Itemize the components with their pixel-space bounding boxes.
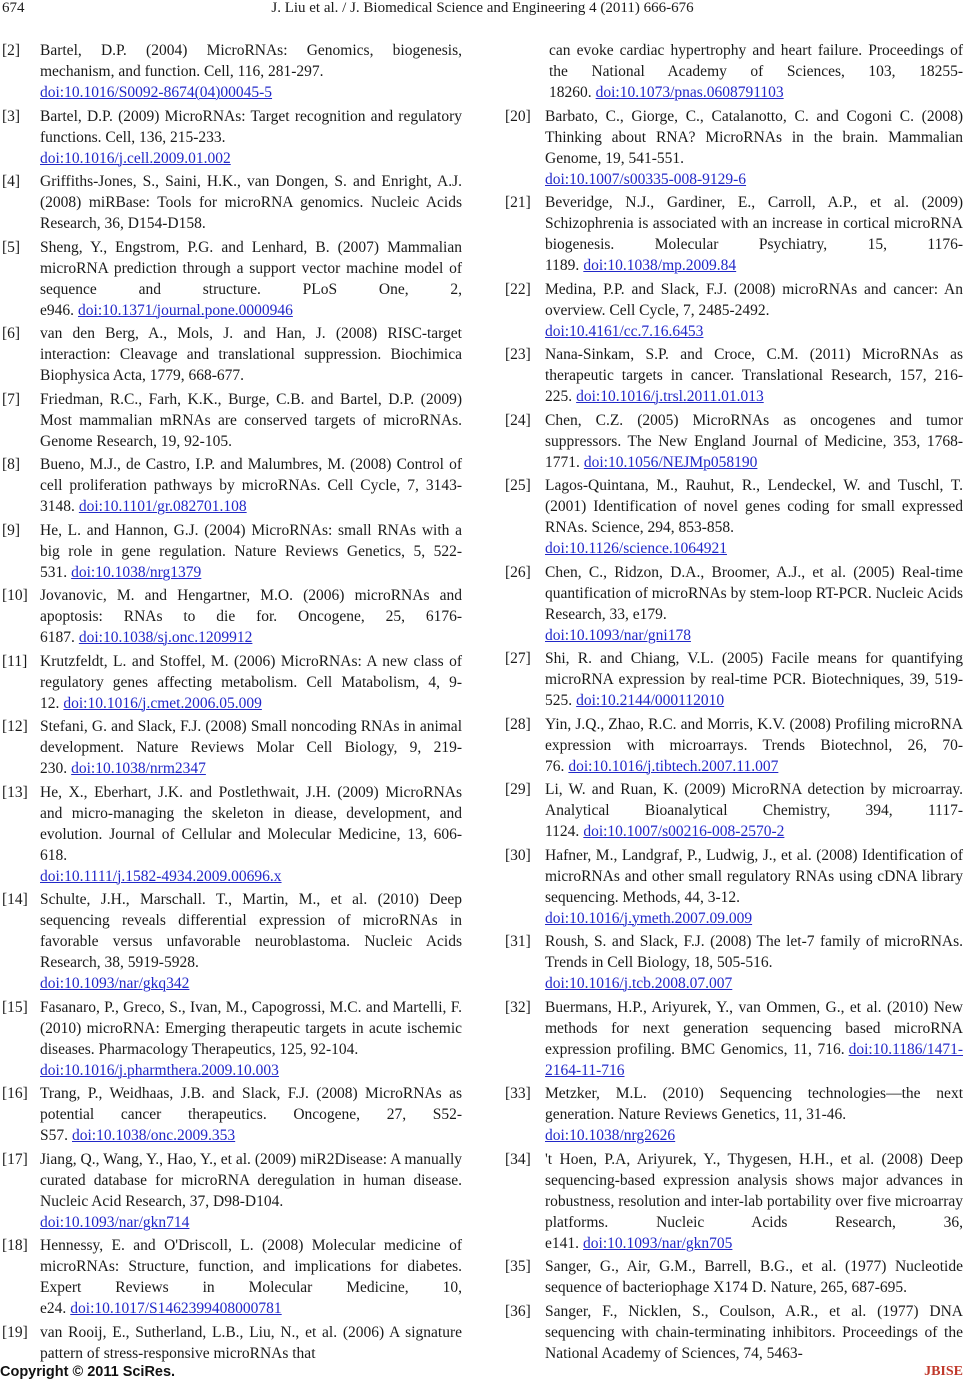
doi-link[interactable]: doi:10.1093/nar/gni178	[545, 626, 691, 644]
reference-number: [17]	[2, 1150, 28, 1168]
reference-number: [14]	[2, 891, 28, 908]
doi-link[interactable]: doi:10.1038/sj.onc.1209912	[78, 629, 253, 646]
reference-number: [10]	[2, 587, 28, 604]
reference-number: [13]	[2, 783, 28, 801]
doi-link[interactable]: doi:10.2144/000112010	[576, 692, 725, 709]
reference-number: [16]	[2, 1085, 28, 1102]
reference-entry	[0, 782, 462, 887]
reference-text: Bueno, M.J., de Castro, I.P. and Malumbres, M. (2008) Control of cell proliferation pathways by microRNAs. Cell Cycle, 7, 3143-3148.	[40, 456, 462, 515]
doi-link[interactable]: doi:10.1186/1471-2164-11-716	[545, 1040, 963, 1079]
reference-text: Jovanovic, M. and Hengartner, M.O. (2006) microRNAs and apoptosis: RNAs to die for. Oncogene, 25, 6176-6187.	[40, 587, 462, 646]
reference-entry	[0, 454, 462, 517]
reference-number: [36]	[505, 1302, 531, 1320]
reference-text: Barbato, C., Giorge, C., Catalanotto, C. and Cogoni C. (2008) Thinking about RNA? MicroRNAs in the brain. Mammalian Genome, 19, 541-551.	[545, 107, 963, 167]
reference-number: [4]	[2, 173, 21, 190]
reference-text: Sheng, Y., Engstrom, P.G. and Lenhard, B. (2007) Mammalian microRNA prediction through a support vector machine model of sequence and structure. PLoS One, 2, e946.	[40, 238, 462, 319]
reference-entry	[0, 585, 462, 648]
reference-number: [35]	[505, 1258, 531, 1275]
reference-number: [21]	[505, 194, 531, 211]
reference-text: Bartel, D.P. (2004) MicroRNAs: Genomics, biogenesis, mechanism, and function. Cell, 116, 281-297.	[40, 42, 462, 80]
reference-number: [32]	[505, 998, 531, 1016]
reference-number: [34]	[505, 1150, 531, 1168]
reference-entry	[0, 171, 462, 234]
doi-link[interactable]: doi:10.1038/mp.2009.84	[583, 257, 737, 274]
reference-number: [26]	[505, 563, 531, 581]
reference-number: [19]	[2, 1323, 28, 1341]
doi-link[interactable]: doi:10.1101/gr.082701.108	[78, 498, 247, 515]
reference-text: Medina, P.P. and Slack, F.J. (2008) microRNAs and cancer: An overview. Cell Cycle, 7, 2485-2492.	[545, 280, 963, 319]
reference-text: Krutzfeldt, L. and Stoffel, M. (2006) MicroRNAs: A new class of regulatory genes affecting metabolism. Cell Matabolism, 4, 9-12.	[40, 652, 462, 712]
reference-number: [11]	[2, 652, 28, 670]
reference-text: Chen, C., Ridzon, D.A., Broomer, A.J., et al. (2005) Real-time quantification of microRNAs by stem-loop RT-PCR. Nucleic Acids Research, 33, e179.	[545, 563, 963, 623]
reference-text: Chen, C.Z. (2005) MicroRNAs as oncogenes and tumor suppressors. The New England Journal of Medicine, 353, 1768-1771.	[545, 411, 963, 471]
reference-entry	[505, 779, 963, 842]
reference-entry	[505, 997, 963, 1081]
reference-number: [25]	[505, 477, 531, 494]
reference-text: Li, W. and Ruan, K. (2009) MicroRNA detection by microarray. Analytical Bioanalytical Chemistry, 394, 1117-1124.	[545, 781, 963, 840]
reference-text: Trang, P., Weidhaas, J.B. and Slack, F.J. (2008) MicroRNAs as potential cancer therapeutics. Oncogene, 27, S52-S57.	[40, 1085, 462, 1144]
reference-entry	[505, 475, 963, 559]
reference-number: [31]	[505, 933, 531, 950]
reference-text: Fasanaro, P., Greco, S., Ivan, M., Capogrossi, M.C. and Martelli, F. (2010) microRNA: Emerging therapeutic targets in acute ischemic diseases. Pharmacology Therapeutics, 125, 92-104.	[40, 998, 462, 1058]
reference-text: Sanger, F., Nicklen, S., Coulson, A.R., et al. (1977) DNA sequencing with chain-terminating inhibitors. Proceedings of the National Academy of Sciences, 74, 5463-	[545, 1302, 963, 1362]
page-footer	[0, 1364, 965, 1386]
reference-text: van Rooij, E., Sutherland, L.B., Liu, N., et al. (2006) A signature pattern of stress-responsive microRNAs that	[40, 1323, 462, 1362]
reference-text: Stefani, G. and Slack, F.J. (2008) Small noncoding RNAs in animal development. Nature Reviews Molar Cell Biology, 9, 219-230.	[40, 718, 462, 777]
reference-number: [6]	[2, 325, 21, 342]
doi-link[interactable]: doi:10.4161/cc.7.16.6453	[545, 322, 704, 340]
reference-entry	[0, 237, 462, 321]
reference-text: Jiang, Q., Wang, Y., Hao, Y., et al. (2009) miR2Disease: A manually curated database for microRNA deregulation in human disease. Nucleic Acid Research, 37, D98-D104.	[40, 1150, 462, 1210]
reference-entry	[505, 344, 963, 407]
reference-entry	[505, 1256, 963, 1298]
reference-continuation	[505, 40, 963, 103]
running-header	[0, 0, 965, 24]
reference-entry	[0, 889, 462, 994]
reference-entry	[505, 931, 963, 994]
reference-text: Bartel, D.P. (2009) MicroRNAs: Target recognition and regulatory functions. Cell, 136, 215-233.	[40, 107, 462, 146]
reference-text: Beveridge, N.J., Gardiner, E., Carroll, A.P., et al. (2009) Schizophrenia is associated with an increase in cortical microRNA biogenesis. Molecular Psychiatry, 15, 1176-1189.	[545, 194, 963, 274]
doi-link[interactable]: doi:10.1038/onc.2009.353	[72, 1127, 236, 1144]
reference-entry	[505, 562, 963, 646]
doi-link[interactable]: doi:10.1093/nar/gkq342	[40, 975, 190, 992]
reference-number: [27]	[505, 650, 531, 667]
doi-link[interactable]: doi:10.1126/science.1064921	[545, 540, 727, 557]
doi-link[interactable]: doi:10.1016/j.tibtech.2007.11.007	[568, 757, 779, 775]
doi-link[interactable]: doi:10.1093/nar/gkn705	[583, 1234, 733, 1252]
reference-number: [20]	[505, 107, 531, 125]
reference-text: Sanger, G., Air, G.M., Barrell, B.G., et al. (1977) Nucleotide sequence of bacteriophage X174 D. Nature, 265, 687-695.	[545, 1258, 963, 1296]
reference-entry	[0, 651, 462, 714]
doi-link[interactable]: doi:10.1007/s00335-008-9129-6	[545, 170, 747, 188]
doi-link[interactable]: doi:10.1016/j.cell.2009.01.002	[40, 149, 231, 167]
reference-entry	[505, 410, 963, 473]
doi-link[interactable]: doi:10.1038/nrg2626	[545, 1127, 676, 1144]
doi-link[interactable]: doi:10.1038/nrg1379	[71, 563, 202, 581]
doi-link[interactable]: doi:10.1016/j.tcb.2008.07.007	[545, 975, 733, 992]
reference-text: Lagos-Quintana, M., Rauhut, R., Lendeckel, W. and Tuschl, T. (2001) Identification of novel genes coding for small expressed RNAs. Science, 294, 853-858.	[545, 477, 963, 536]
reference-text: Roush, S. and Slack, F.J. (2008) The let-7 family of microRNAs. Trends in Cell Biology, 18, 505-516.	[545, 933, 963, 971]
doi-link[interactable]: doi:10.1016/S0092-8674(04)00045-5	[40, 84, 273, 101]
reference-text: Shi, R. and Chiang, V.L. (2005) Facile means for quantifying microRNA expression by real-time PCR. Biotechniques, 39, 519-525.	[545, 650, 963, 709]
reference-text: He, L. and Hannon, G.J. (2004) MicroRNAs: small RNAs with a big role in gene regulation. Nature Reviews Genetics, 5, 522-531.	[40, 521, 462, 581]
doi-link[interactable]: doi:10.1093/nar/gkn714	[40, 1213, 190, 1231]
reference-number: [15]	[2, 998, 28, 1016]
reference-number: [30]	[505, 846, 531, 864]
reference-entry	[0, 997, 462, 1081]
reference-number: [28]	[505, 715, 531, 733]
reference-entry	[505, 192, 963, 276]
reference-entry	[505, 106, 963, 190]
reference-entry	[0, 1322, 462, 1364]
reference-number: [3]	[2, 107, 21, 125]
reference-text: van den Berg, A., Mols, J. and Han, J. (2008) RISC-target interaction: Cleavage and translational suppression. Biochimica Biophysica Acta, 1779, 668-677.	[40, 325, 462, 384]
reference-number: [2]	[2, 42, 21, 59]
reference-text: Griffiths-Jones, S., Saini, H.K., van Dongen, S. and Enright, A.J. (2008) miRBase: Tools for microRNA genomics. Nucleic Acids Research, 36, D154-D158.	[40, 173, 462, 232]
reference-text: Metzker, M.L. (2010) Sequencing technologies—the next generation. Nature Reviews Genetics, 11, 31-46.	[545, 1085, 963, 1123]
reference-entry	[505, 1149, 963, 1254]
reference-entry	[505, 845, 963, 929]
journal-abbreviation: JBISE	[924, 1364, 963, 1379]
reference-entry	[0, 716, 462, 779]
reference-entry	[505, 648, 963, 711]
reference-text: Nana-Sinkam, S.P. and Croce, C.M. (2011) MicroRNAs as therapeutic targets in cancer. Translational Research, 157, 216-225.	[545, 346, 963, 405]
copyright-notice: Copyright © 2011 SciRes.	[0, 1364, 176, 1380]
page-number: 674	[2, 0, 25, 16]
reference-number: [22]	[505, 280, 531, 298]
reference-entry	[0, 389, 462, 452]
reference-entry	[0, 520, 462, 583]
reference-entry	[505, 1301, 963, 1364]
doi-link[interactable]: doi:10.1056/NEJMp058190	[583, 453, 758, 471]
doi-link[interactable]: doi:10.1017/S1462399408000781	[70, 1300, 282, 1317]
reference-list-left-column	[0, 40, 462, 1366]
reference-entry	[0, 1083, 462, 1146]
doi-link[interactable]: doi:10.1007/s00216-008-2570-2	[583, 823, 785, 840]
reference-entry	[505, 714, 963, 777]
reference-entry	[505, 1083, 963, 1146]
reference-text: can evoke cardiac hypertrophy and heart failure. Proceedings of the National Academy of Sciences, 103, 18255-18260.	[549, 42, 963, 101]
reference-text: Buermans, H.P., Ariyurek, Y., van Ommen, G., et al. (2010) New methods for next generation sequencing based microRNA expression profiling. BMC Genomics, 11, 716.	[545, 998, 963, 1058]
doi-link[interactable]: doi:10.1016/j.pharmthera.2009.10.003	[40, 1061, 279, 1079]
reference-text: 't Hoen, P.A, Ariyurek, Y., Thygesen, H.H., et al. (2008) Deep sequencing-based expression analysis shows major advances in robustness, resolution and inter-lab portability over five microarray platforms. Nucleic Acids Research, 36, e141.	[545, 1150, 963, 1252]
reference-number: [8]	[2, 456, 21, 473]
reference-text: Schulte, J.H., Marschall. T., Martin, M., et al. (2010) Deep sequencing reveals differential expression of microRNAs in favorable versus unfavorable neuroblastoma. Nucleic Acids Research, 38, 5919-5928.	[40, 891, 462, 971]
doi-link[interactable]: doi:10.1111/j.1582-4934.2009.00696.x	[40, 867, 282, 885]
reference-entry	[0, 1235, 462, 1319]
reference-number: [33]	[505, 1085, 531, 1102]
reference-number: [23]	[505, 346, 531, 363]
reference-number: [7]	[2, 390, 21, 408]
reference-entry	[505, 279, 963, 342]
doi-link[interactable]: doi:10.1371/journal.pone.0000946	[78, 301, 293, 319]
reference-entry	[0, 323, 462, 386]
reference-entry	[0, 106, 462, 169]
reference-entry	[0, 1149, 462, 1233]
reference-list-right-column	[505, 40, 963, 1366]
doi-link[interactable]: doi:10.1038/nrm2347	[71, 760, 206, 777]
running-title: J. Liu et al. / J. Biomedical Science and Engineering 4 (2011) 666-676	[271, 0, 694, 16]
reference-text: Yin, J.Q., Zhao, R.C. and Morris, K.V. (2008) Profiling microRNA expression with microarrays. Trends Biotechnol, 26, 70-76.	[545, 715, 963, 775]
reference-text: Hafner, M., Landgraf, P., Ludwig, J., et al. (2008) Identification of microRNAs and other small regulatory RNAs using cDNA library sequencing. Methods, 44, 3-12.	[545, 846, 963, 906]
reference-number: [5]	[2, 238, 21, 256]
reference-text: Hennessy, E. and O'Driscoll, L. (2008) Molecular medicine of microRNAs: Structure, function, and implications for diabetes. Expert Reviews in Molecular Medicine, 10, e24.	[40, 1237, 462, 1317]
reference-text: Friedman, R.C., Farh, K.K., Burge, C.B. and Bartel, D.P. (2009) Most mammalian mRNAs are conserved targets of microRNAs. Genome Research, 19, 92-105.	[40, 390, 462, 450]
reference-number: [29]	[505, 781, 531, 798]
doi-link[interactable]: doi:10.1016/j.ymeth.2007.09.009	[545, 909, 753, 927]
reference-text: He, X., Eberhart, J.K. and Postlethwait, J.H. (2009) MicroRNAs and micro-managing the skeleton in diease, development, and evolution. Journal of Cellular and Molecular Medicine, 13, 606-618.	[40, 783, 462, 864]
reference-number: [18]	[2, 1237, 28, 1254]
doi-link[interactable]: doi:10.1073/pnas.0608791103	[595, 84, 784, 101]
doi-link[interactable]: doi:10.1016/j.cmet.2006.05.009	[63, 694, 262, 712]
reference-number: [24]	[505, 411, 531, 429]
reference-number: [9]	[2, 521, 21, 539]
reference-number: [12]	[2, 718, 28, 735]
reference-entry	[0, 40, 462, 103]
doi-link[interactable]: doi:10.1016/j.trsl.2011.01.013	[576, 388, 764, 405]
